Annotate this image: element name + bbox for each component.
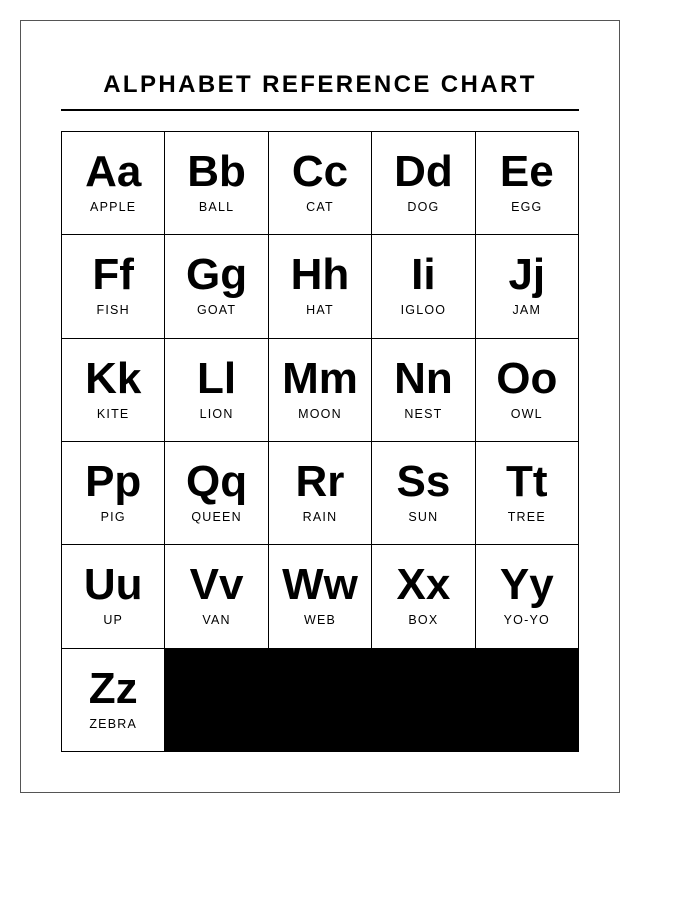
example-word: IGLOO bbox=[400, 303, 447, 318]
letter-pair: Zz bbox=[88, 663, 138, 713]
letter-cell bbox=[269, 545, 372, 648]
chart-page bbox=[20, 20, 620, 793]
example-word: HAT bbox=[306, 303, 334, 318]
letter-cell bbox=[165, 545, 268, 648]
letter-pair: Ii bbox=[411, 250, 436, 300]
letter-pair: Yy bbox=[499, 560, 554, 610]
example-word: MOON bbox=[298, 406, 342, 421]
letter-pair: Dd bbox=[394, 147, 453, 196]
example-word: RAIN bbox=[302, 510, 338, 524]
example-word: DOG bbox=[407, 200, 440, 214]
letter-pair: Ff bbox=[92, 250, 134, 300]
letter-cell bbox=[269, 442, 372, 545]
example-word: QUEEN bbox=[191, 510, 242, 524]
letter-pair: Nn bbox=[394, 353, 453, 403]
example-word: SUN bbox=[408, 510, 439, 524]
letter-pair: Pp bbox=[85, 457, 142, 506]
example-word: BOX bbox=[408, 613, 439, 628]
letter-cell bbox=[372, 235, 475, 338]
letter-cell bbox=[62, 545, 165, 648]
letter-cell bbox=[165, 442, 268, 545]
empty-filled-area bbox=[165, 649, 579, 752]
letter-pair: Bb bbox=[187, 147, 246, 196]
example-word: GOAT bbox=[196, 303, 237, 318]
example-word: PIG bbox=[100, 510, 126, 524]
example-word: VAN bbox=[202, 613, 231, 628]
example-word: ZEBRA bbox=[89, 716, 138, 731]
letter-pair: Vv bbox=[189, 560, 244, 610]
letter-cell bbox=[269, 132, 372, 235]
letter-pair: Ee bbox=[499, 147, 554, 196]
letter-cell bbox=[269, 339, 372, 442]
letter-pair: Rr bbox=[295, 457, 345, 506]
letter-pair: Ww bbox=[282, 560, 358, 610]
page-title: ALPHABET REFERENCE CHART bbox=[103, 71, 537, 98]
letter-cell bbox=[476, 339, 579, 442]
example-word: APPLE bbox=[90, 200, 137, 214]
alphabet-grid bbox=[61, 131, 579, 752]
letter-pair: Ll bbox=[197, 353, 237, 403]
letter-pair: Tt bbox=[506, 457, 548, 506]
letter-cell bbox=[269, 235, 372, 338]
letter-cell bbox=[62, 649, 165, 752]
letter-pair: Hh bbox=[290, 250, 350, 300]
letter-cell bbox=[476, 545, 579, 648]
letter-cell bbox=[476, 442, 579, 545]
letter-cell bbox=[165, 339, 268, 442]
letter-cell bbox=[372, 132, 475, 235]
example-word: CAT bbox=[306, 200, 334, 214]
letter-pair: Uu bbox=[83, 560, 143, 610]
example-word: JAM bbox=[512, 303, 542, 318]
letter-cell bbox=[372, 339, 475, 442]
letter-pair: Oo bbox=[496, 353, 558, 403]
example-word: OWL bbox=[510, 406, 543, 421]
example-word: EGG bbox=[511, 200, 543, 214]
example-word: YO-YO bbox=[503, 613, 550, 628]
example-word: KITE bbox=[96, 406, 130, 421]
example-word: TREE bbox=[507, 510, 546, 524]
title-divider bbox=[61, 109, 579, 111]
example-word: LION bbox=[199, 406, 234, 421]
letter-cell bbox=[62, 339, 165, 442]
example-word: BALL bbox=[198, 200, 235, 214]
letter-pair: Kk bbox=[85, 353, 142, 403]
letter-pair: Qq bbox=[186, 457, 248, 506]
letter-cell bbox=[62, 235, 165, 338]
letter-pair: Mm bbox=[282, 353, 358, 403]
letter-cell bbox=[476, 235, 579, 338]
letter-cell bbox=[372, 545, 475, 648]
example-word: UP bbox=[103, 613, 124, 628]
example-word: FISH bbox=[96, 303, 130, 318]
letter-pair: Aa bbox=[85, 147, 142, 196]
letter-pair: Jj bbox=[508, 250, 546, 300]
letter-cell bbox=[62, 442, 165, 545]
letter-pair: Xx bbox=[396, 560, 451, 610]
letter-cell bbox=[165, 132, 268, 235]
letter-pair: Ss bbox=[396, 457, 451, 506]
example-word: WEB bbox=[303, 613, 337, 628]
letter-cell bbox=[372, 442, 475, 545]
example-word: NEST bbox=[404, 406, 443, 421]
letter-pair: Gg bbox=[186, 250, 248, 300]
letter-cell bbox=[165, 235, 268, 338]
letter-pair: Cc bbox=[291, 147, 349, 196]
letter-cell bbox=[62, 132, 165, 235]
letter-cell bbox=[476, 132, 579, 235]
